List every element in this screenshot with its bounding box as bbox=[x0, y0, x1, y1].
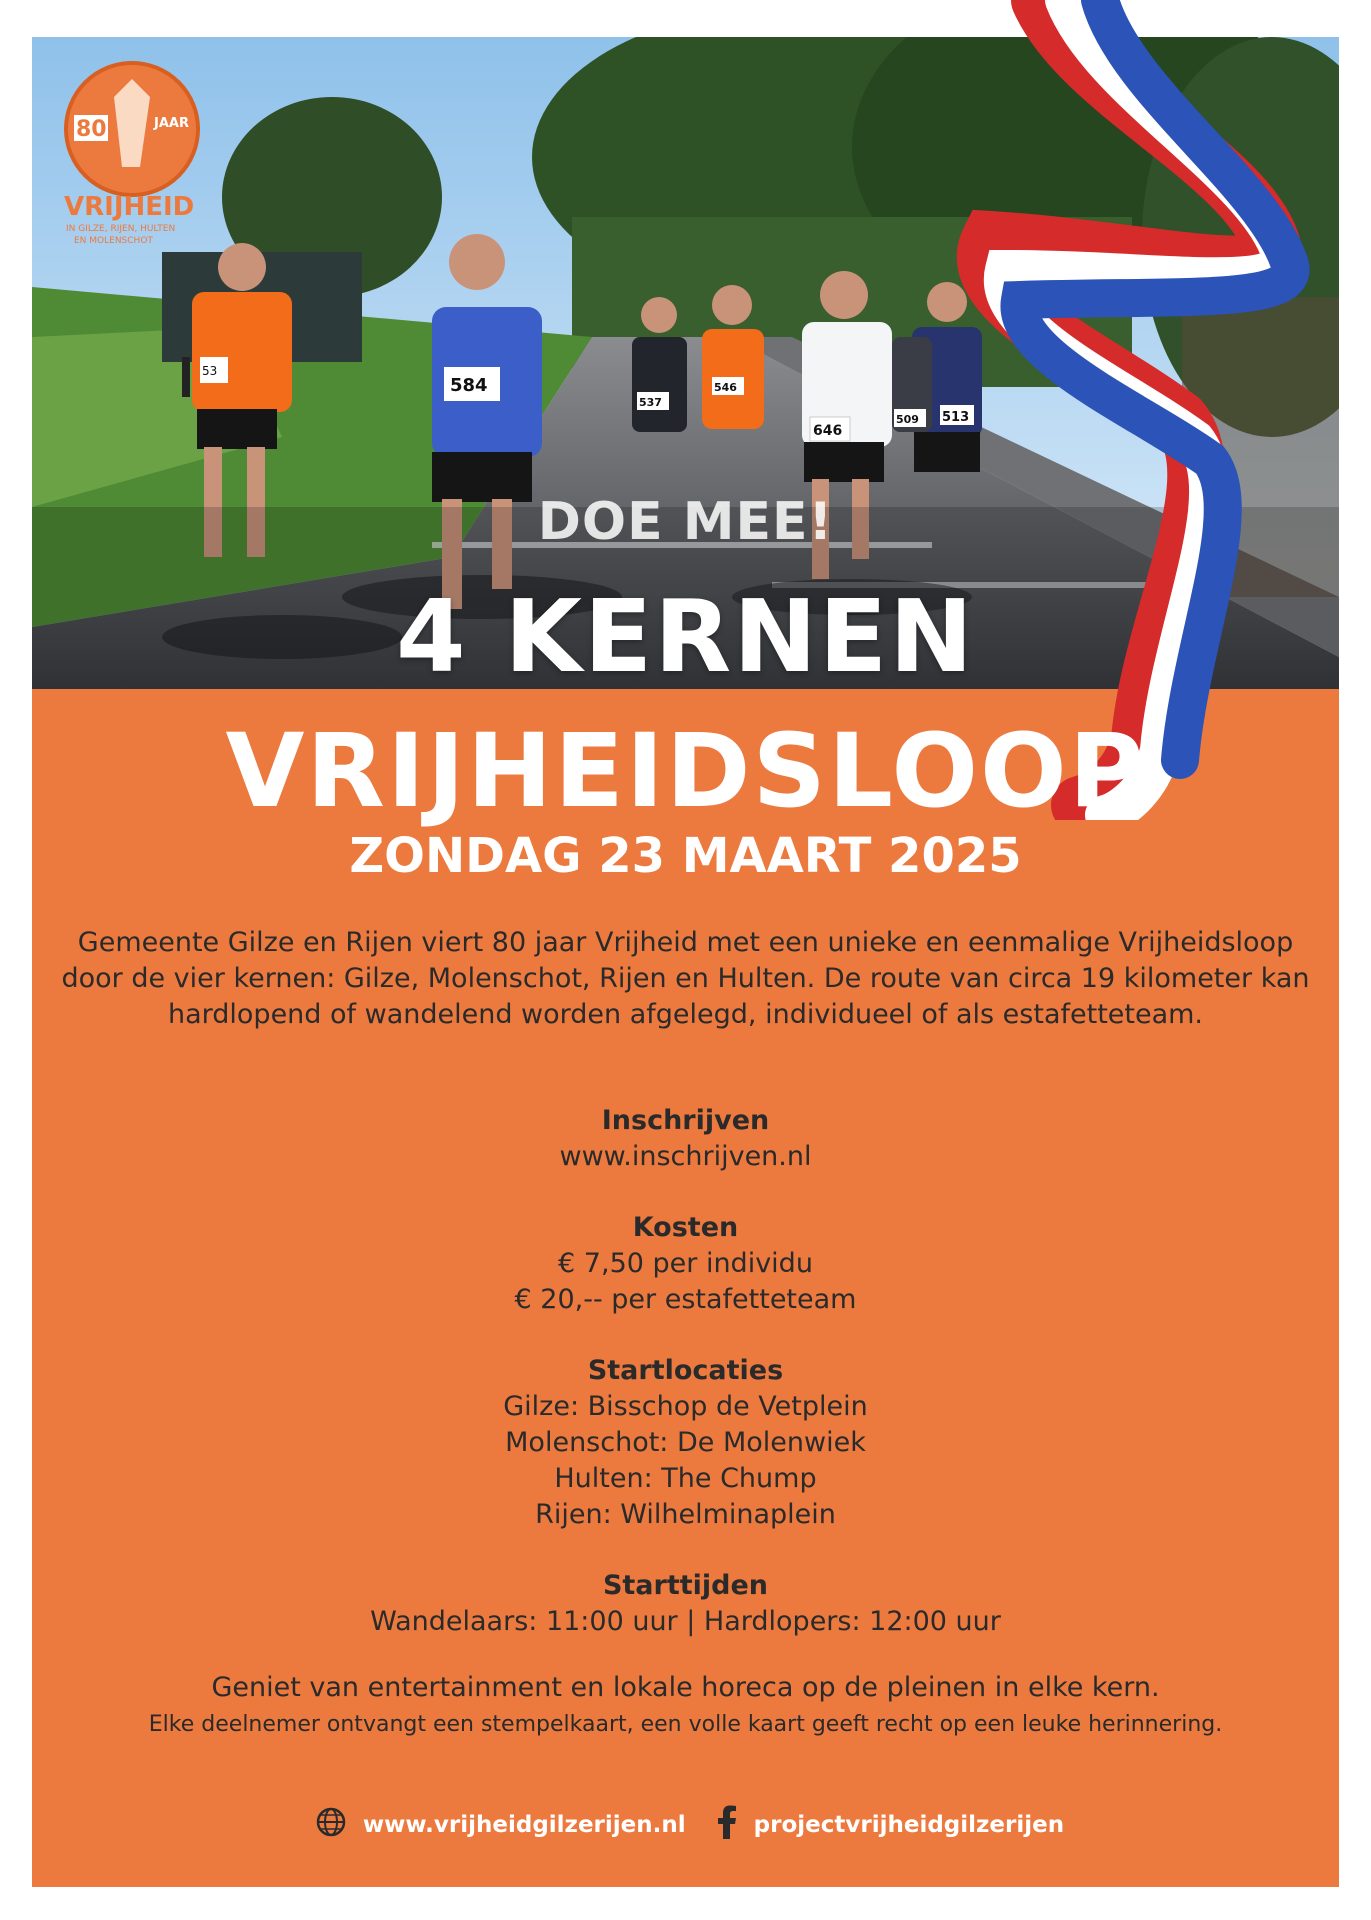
call-to-action: DOE MEE! bbox=[537, 492, 834, 552]
bib-3: 513 bbox=[942, 410, 970, 425]
bib-2: 646 bbox=[813, 423, 843, 439]
startlocatie-line: Rijen: Wilhelminaplein bbox=[535, 1499, 836, 1530]
inschrijven-link[interactable]: www.inschrijven.nl bbox=[559, 1141, 812, 1172]
vrijheid-logo bbox=[54, 57, 214, 247]
bib-6: 546 bbox=[714, 381, 737, 394]
kosten-heading: Kosten bbox=[632, 1212, 739, 1243]
footer bbox=[0, 1805, 1371, 1845]
globe-icon bbox=[315, 1806, 347, 1844]
startlocaties-heading: Startlocaties bbox=[587, 1355, 784, 1386]
closing-geniet: Geniet van entertainment en lokale horeca op de pleinen in elke kern. bbox=[211, 1672, 1160, 1703]
closing-stempelkaart: Elke deelnemer ontvangt een stempelkaart, een volle kaart geeft recht op een leuke herinnering. bbox=[148, 1712, 1223, 1737]
section-startlocaties bbox=[0, 1353, 1371, 1533]
event-date: ZONDAG 23 MAART 2025 bbox=[349, 828, 1022, 884]
facebook-link[interactable]: projectvrijheidgilzerijen bbox=[753, 1812, 1065, 1838]
facebook-icon bbox=[716, 1805, 738, 1845]
bib-5: 537 bbox=[639, 396, 662, 409]
bib-7: 53 bbox=[202, 364, 218, 378]
starttijden-heading: Starttijden bbox=[602, 1570, 769, 1601]
bib-1: 584 bbox=[450, 375, 488, 396]
intro-paragraph: Gemeente Gilze en Rijen viert 80 jaar Vrijheid met een unieke en eenmalige Vrijheidsloop door de vier kernen: Gilze, Molenschot, Rijen en Hulten. De route van circa 19 kilometer kan hardlopend of wandelend worden afgelegd, individueel of als estafetteteam. bbox=[61, 927, 1310, 1030]
kosten-line: € 7,50 per individu bbox=[558, 1248, 813, 1279]
inschrijven-heading: Inschrijven bbox=[601, 1105, 770, 1136]
starttijden-line: Wandelaars: 11:00 uur | Hardlopers: 12:00 uur bbox=[370, 1606, 1001, 1637]
startlocatie-line: Gilze: Bisschop de Vetplein bbox=[503, 1391, 868, 1422]
logo-word: VRIJHEID bbox=[64, 192, 195, 222]
section-inschrijven bbox=[0, 1103, 1371, 1175]
logo-number: 80 bbox=[76, 117, 107, 142]
startlocatie-line: Hulten: The Chump bbox=[554, 1463, 817, 1494]
page-title: VRIJHEIDSLOOP bbox=[225, 712, 1146, 831]
bib-4: 509 bbox=[896, 413, 919, 426]
startlocatie-line: Molenschot: De Molenwiek bbox=[505, 1427, 866, 1458]
kosten-line: € 20,-- per estafetteteam bbox=[514, 1284, 857, 1315]
logo-subtitle-2: EN MOLENSCHOT bbox=[74, 236, 153, 246]
logo-jaar: JAAR bbox=[154, 116, 189, 131]
section-starttijden bbox=[0, 1568, 1371, 1640]
logo-subtitle-1: IN GILZE, RIJEN, HULTEN bbox=[66, 224, 176, 234]
section-kosten bbox=[0, 1210, 1371, 1318]
kernen-heading: 4 KERNEN bbox=[396, 578, 975, 695]
website-link[interactable]: www.vrijheidgilzerijen.nl bbox=[362, 1812, 686, 1838]
